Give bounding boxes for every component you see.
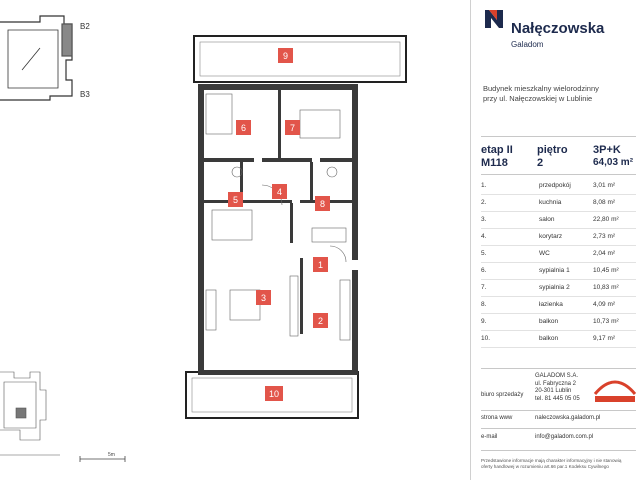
floor-number: 2 bbox=[537, 157, 544, 169]
room-name: balkon bbox=[539, 335, 559, 342]
area-row bbox=[481, 246, 636, 263]
area-row bbox=[481, 229, 636, 246]
exterior-walls bbox=[198, 84, 358, 375]
room-area: 10,45 m² bbox=[593, 267, 619, 274]
room-name: przedpokój bbox=[539, 182, 571, 189]
room-area: 2,73 m² bbox=[593, 233, 616, 240]
area-row bbox=[481, 297, 636, 314]
divider bbox=[481, 450, 636, 451]
area-row bbox=[481, 212, 636, 229]
scale-label: 5m bbox=[108, 452, 115, 458]
row-number: 6. bbox=[481, 267, 487, 274]
brand-logo-icon bbox=[483, 8, 505, 30]
row-number: 8. bbox=[481, 301, 487, 308]
room-area: 10,83 m² bbox=[593, 284, 619, 291]
room-name: sypialnia 2 bbox=[539, 284, 570, 291]
room-number-2: 2 bbox=[317, 316, 324, 326]
key-plan-bottom bbox=[0, 372, 60, 455]
room-number-5: 5 bbox=[232, 195, 239, 205]
room-number-9: 9 bbox=[282, 51, 289, 61]
room-area: 10,73 m² bbox=[593, 318, 619, 325]
room-area: 4,09 m² bbox=[593, 301, 616, 308]
office-label: biuro sprzedaży bbox=[481, 392, 524, 398]
office-line: tel. 81 445 05 05 bbox=[535, 395, 580, 402]
divider bbox=[481, 428, 636, 429]
stage-label: etap II bbox=[481, 144, 513, 156]
scale-bar bbox=[80, 456, 125, 462]
total-area: 64,03 m² bbox=[593, 157, 634, 168]
info-panel bbox=[470, 0, 640, 480]
description-line-1: Budynek mieszkalny wielorodzinny bbox=[483, 84, 599, 93]
building-description bbox=[483, 84, 638, 104]
row-number: 7. bbox=[481, 284, 487, 291]
area-row bbox=[481, 314, 636, 331]
area-row bbox=[481, 195, 636, 212]
brand-name: Nałęczowska bbox=[511, 20, 605, 37]
room-number-4: 4 bbox=[276, 187, 283, 197]
room-area: 9,17 m² bbox=[593, 335, 616, 342]
email-link[interactable]: info@galadom.com.pl bbox=[535, 434, 594, 440]
row-number: 1. bbox=[481, 182, 487, 189]
email-label: e-mail bbox=[481, 434, 498, 440]
office-line: ul. Fabryczna 2 bbox=[535, 380, 577, 387]
row-number: 5. bbox=[481, 250, 487, 257]
disclaimer bbox=[481, 458, 636, 470]
www-link[interactable]: naleczowska.galadom.pl bbox=[535, 415, 601, 421]
keyplan-label-b3: B3 bbox=[80, 90, 90, 99]
unit-number: M118 bbox=[481, 157, 508, 169]
divider bbox=[481, 136, 636, 137]
room-number-7: 7 bbox=[289, 123, 296, 133]
floor-label: piętro bbox=[537, 144, 568, 156]
description-line-2: przy ul. Nałęczowskiej w Lublinie bbox=[483, 94, 593, 103]
row-number: 2. bbox=[481, 199, 487, 206]
area-row bbox=[481, 280, 636, 297]
divider bbox=[481, 174, 636, 175]
room-area: 2,04 m² bbox=[593, 250, 616, 257]
galadom-logo-icon bbox=[593, 374, 637, 404]
room-name: łazienka bbox=[539, 301, 563, 308]
room-number-3: 3 bbox=[260, 293, 267, 303]
area-row bbox=[481, 263, 636, 280]
office-address bbox=[535, 373, 580, 403]
room-name: korytarz bbox=[539, 233, 563, 240]
room-name: WC bbox=[539, 250, 550, 257]
room-name: balkon bbox=[539, 318, 559, 325]
divider bbox=[481, 410, 636, 411]
key-plan-top bbox=[0, 16, 72, 100]
office-line: GALADOM S.A. bbox=[535, 373, 579, 379]
area-row bbox=[481, 178, 636, 195]
room-area: 3,01 m² bbox=[593, 182, 616, 189]
row-number: 4. bbox=[481, 233, 487, 240]
row-number: 9. bbox=[481, 318, 487, 325]
unit-type: 3P+K bbox=[593, 144, 621, 156]
room-number-8: 8 bbox=[319, 199, 326, 209]
disclaimer-line: Przedstawione informacje mają charakter informacyjny i nie stanowią bbox=[481, 458, 622, 463]
row-number: 10. bbox=[481, 335, 491, 342]
room-name: kuchnia bbox=[539, 199, 562, 206]
area-row bbox=[481, 331, 636, 348]
room-number-1: 1 bbox=[317, 260, 324, 270]
room-area: 8,08 m² bbox=[593, 199, 616, 206]
room-name: salon bbox=[539, 216, 555, 223]
office-line: 20-301 Lublin bbox=[535, 388, 572, 394]
room-name: sypialnia 1 bbox=[539, 267, 570, 274]
divider bbox=[481, 368, 636, 369]
balcony-9 bbox=[194, 36, 406, 82]
brand-subtitle: Galadom bbox=[511, 40, 544, 49]
www-label: strona www bbox=[481, 415, 513, 421]
room-number-10: 10 bbox=[268, 389, 280, 399]
keyplan-label-b2: B2 bbox=[80, 22, 90, 31]
room-area: 22,80 m² bbox=[593, 216, 619, 223]
room-number-6: 6 bbox=[240, 123, 247, 133]
row-number: 3. bbox=[481, 216, 487, 223]
disclaimer-line: oferty handlowej w rozumieniu art.66 par.1 Kodeksu Cywilnego bbox=[481, 464, 609, 469]
